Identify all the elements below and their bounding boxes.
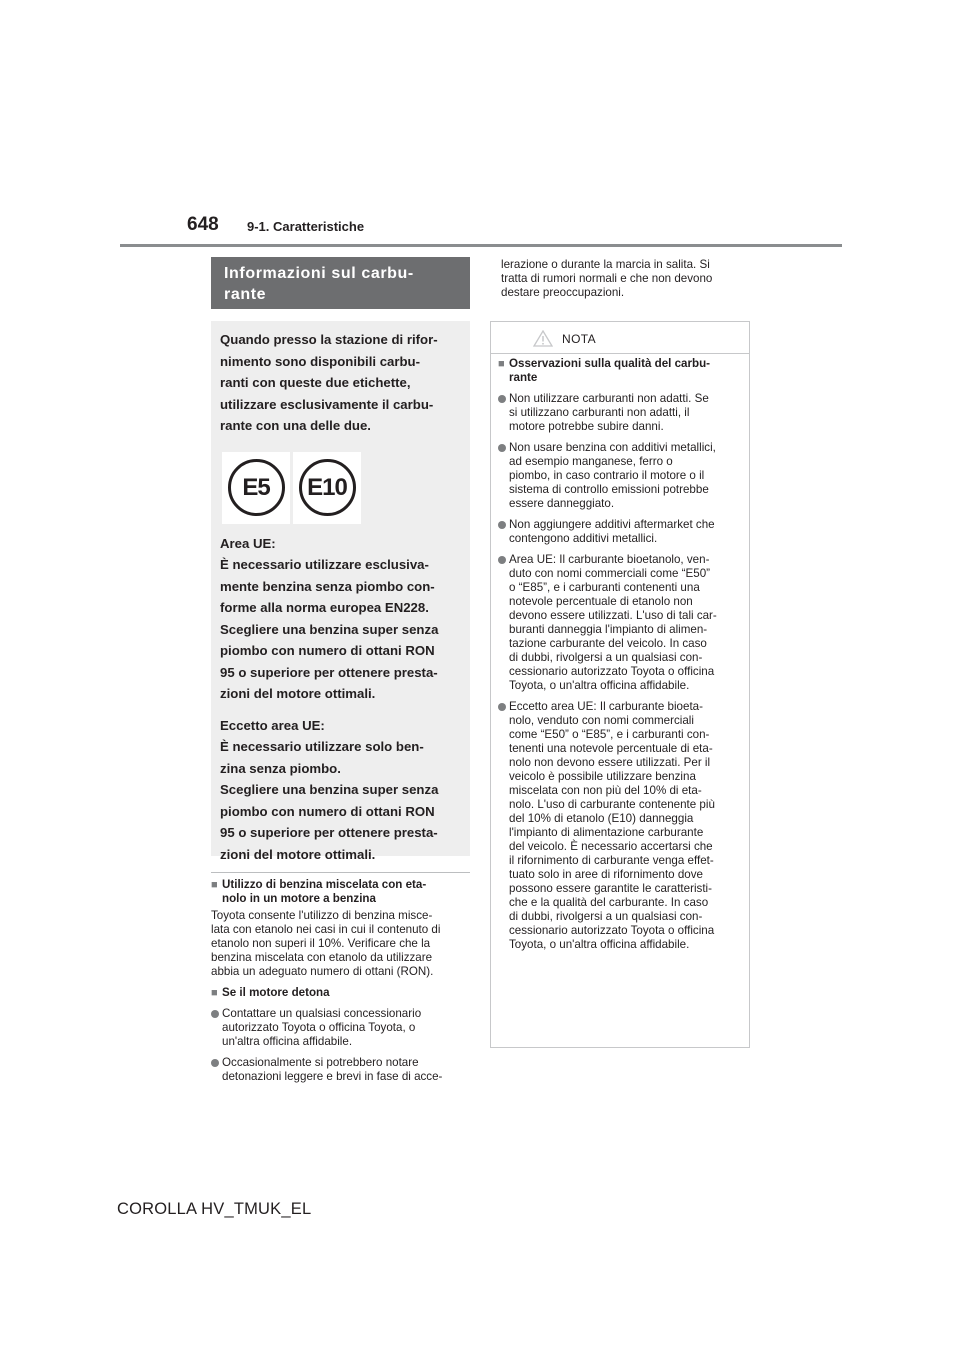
text-line: destare preoccupazioni. — [501, 286, 625, 299]
text-line: o “E85”, e i carburanti contenenti una — [509, 581, 700, 594]
header-rule — [120, 244, 842, 247]
text-line: piombo, in caso contrario il motore o il — [509, 469, 705, 482]
text-line: di dubbi, rivolgersi a un qualsiasi con- — [509, 651, 703, 664]
text-line: etanolo non superi il 10%. Verificare che la — [211, 937, 431, 950]
list-item — [211, 1056, 473, 1084]
info-line: Area UE: — [220, 535, 276, 551]
text-line: Toyota, o un'altra officina affidabile. — [509, 679, 690, 692]
info-line: 95 o superiore per ottenere presta- — [220, 825, 438, 840]
text-line: nolo, venduto con nomi commerciali — [509, 714, 694, 727]
e10-label — [293, 452, 361, 524]
subheading-knocking — [211, 986, 473, 1000]
info-line: È necessario utilizzare solo ben- — [220, 739, 424, 754]
info-line: forme alla norma europea EN228. — [220, 600, 429, 615]
text-line: veicolo è possibile utilizzare benzina — [509, 770, 696, 783]
text-line: come “E50” o “E85”, e i carburanti con- — [509, 728, 710, 741]
text-line: detonazioni leggere e brevi in fase di acce- — [222, 1070, 443, 1083]
text-line: tenenti una notevole percentuale di eta- — [509, 742, 713, 755]
info-line: zina senza piombo. — [220, 760, 341, 776]
text-line: duto con nomi commerciali come “E50” — [509, 567, 711, 580]
text-line: devono essere utilizzati. L'uso di tali car- — [509, 609, 717, 622]
subheading-line: rante — [509, 371, 538, 384]
square-bullet-icon: ■ — [211, 987, 218, 999]
subheading-line: Osservazioni sulla qualità del carbu- — [509, 357, 711, 370]
intro-block — [220, 329, 464, 437]
square-bullet-icon: ■ — [211, 879, 218, 891]
info-line: rante con una delle due. — [220, 418, 371, 433]
text-line: essere danneggiato. — [509, 497, 615, 510]
info-line: piombo con numero di ottani RON — [220, 643, 435, 658]
note-header — [491, 322, 749, 354]
note-list-item — [498, 392, 742, 434]
note-label: NOTA — [562, 332, 597, 346]
text-line: motore potrebbe subire danni. — [509, 420, 664, 433]
e5-badge-text: E5 — [228, 459, 285, 516]
text-line: cessionario autorizzato Toyota o officina — [509, 665, 715, 678]
text-line: contengono additivi metallici. — [509, 532, 658, 545]
info-line: ranti con queste due etichette, — [220, 375, 411, 390]
info-line: nimento sono disponibili carbu- — [220, 353, 421, 369]
square-bullet-icon: ■ — [498, 358, 505, 370]
text-line: che e la qualità del carburante. In caso — [509, 896, 709, 909]
text-line: autorizzato Toyota o officina Toyota, o — [222, 1021, 416, 1034]
warning-triangle-icon — [533, 330, 553, 347]
right-column-continuation — [501, 258, 751, 300]
text-line: l'impianto di alimentazione carburante — [509, 826, 704, 839]
text-line: Non usare benzina con additivi metallici, — [509, 441, 716, 454]
text-line: buranti danneggia l'impianto di alimen- — [509, 623, 708, 636]
note-body — [498, 357, 742, 952]
divider — [211, 872, 470, 873]
note-list-item — [498, 518, 742, 546]
subheading-line: Se il motore detona — [222, 986, 330, 999]
bullet-dot-icon — [498, 518, 509, 532]
info-line: Scegliere una benzina super senza — [220, 621, 439, 637]
section-heading-line: rante — [224, 286, 267, 303]
text-line: nolo non devono essere utilizzati. Per il — [509, 756, 711, 769]
text-line: si utilizzano carburanti non adatti, il — [509, 406, 690, 419]
text-line: possono essere garantite le caratteristi- — [509, 882, 712, 895]
subheading-line: nolo in un motore a benzina — [222, 892, 376, 905]
text-line: Eccetto area UE: Il carburante bioeta- — [509, 700, 703, 713]
info-line: piombo con numero di ottani RON — [220, 803, 435, 819]
list-item — [211, 1007, 473, 1049]
text-line: miscelata con non più del 10% di eta- — [509, 784, 702, 797]
text-line: un'altra officina affidabile. — [222, 1035, 353, 1048]
subheading-line: Utilizzo di benzina miscelata con eta- — [222, 878, 427, 891]
text-line: notevole percentuale di etanolo non — [509, 595, 693, 608]
info-line: zioni del motore ottimali. — [220, 846, 376, 862]
info-line: Scegliere una benzina super senza — [220, 782, 439, 797]
text-line: Non utilizzare carburanti non adatti. Se — [509, 392, 709, 405]
text-line: tazione carburante del veicolo. In caso — [509, 637, 707, 650]
bullet-dot-icon — [498, 700, 509, 714]
section-title: 9-1. Caratteristiche — [247, 219, 365, 234]
non-eu-block — [220, 715, 464, 866]
note-subheading — [498, 357, 742, 385]
subheading-ethanol — [211, 878, 473, 906]
left-column-text — [211, 878, 473, 1084]
e5-label — [222, 452, 290, 524]
bullet-dot-icon — [211, 1007, 222, 1021]
note-list-item — [498, 441, 742, 511]
bullet-dot-icon — [498, 441, 509, 455]
text-line: del 10% di etanolo (E10) danneggia — [509, 812, 694, 825]
text-line: abbia un adeguato numero di ottani (RON). — [211, 965, 434, 978]
text-line: Non aggiungere additivi aftermarket che — [509, 518, 715, 531]
text-line: tuato solo in aree di rifornimento dove — [509, 868, 703, 881]
text-line: lata con etanolo nei casi in cui il contenuto di — [211, 923, 441, 936]
footer-model-code: COROLLA HV_TMUK_EL — [117, 1200, 312, 1218]
text-line: Toyota, o un'altra officina affidabile. — [509, 938, 690, 951]
info-line: 95 o superiore per ottenere presta- — [220, 664, 438, 680]
e10-badge-text: E10 — [299, 459, 356, 516]
text-line: Area UE: Il carburante bioetanolo, ven- — [509, 553, 710, 566]
ethanol-paragraph — [211, 909, 473, 979]
page-number: 648 — [187, 214, 219, 235]
fuel-info-box — [211, 321, 470, 862]
text-line: tratta di rumori normali e che non devono — [501, 272, 713, 285]
text-line: Toyota consente l'utilizzo di benzina misce- — [211, 909, 433, 922]
info-line: Quando presso la stazione di rifor- — [220, 332, 438, 347]
bullet-dot-icon — [211, 1056, 222, 1070]
fuel-label-badges — [222, 452, 464, 524]
text-line: benzina miscelata con etanolo da utilizzare — [211, 951, 433, 964]
note-box — [490, 321, 750, 1048]
section-heading-line: Informazioni sul carbu- — [224, 265, 414, 282]
info-line: zioni del motore ottimali. — [220, 686, 376, 701]
eu-block — [220, 533, 464, 705]
text-line: nolo. L'uso di carburante contenente più — [509, 798, 715, 811]
text-line: sistema di controllo emissioni potrebbe — [509, 483, 709, 496]
text-line: del veicolo. È necessario accertarsi che — [509, 840, 713, 853]
text-line: cessionario autorizzato Toyota o officina — [509, 924, 715, 937]
text-line: ad esempio manganese, ferro o — [509, 455, 673, 468]
text-line: il rifornimento di carburante venga effet- — [509, 854, 714, 867]
info-line: È necessario utilizzare esclusiva- — [220, 557, 429, 572]
bullet-dot-icon — [498, 553, 509, 567]
section-heading-box — [211, 257, 470, 309]
text-line: Occasionalmente si potrebbero notare — [222, 1056, 419, 1069]
text-line: Contattare un qualsiasi concessionario — [222, 1007, 422, 1020]
text-line: di dubbi, rivolgersi a un qualsiasi con- — [509, 910, 703, 923]
bullet-dot-icon — [498, 392, 509, 406]
note-list-item — [498, 700, 742, 952]
note-list-item — [498, 553, 742, 693]
info-line: Eccetto area UE: — [220, 717, 325, 733]
info-line: utilizzare esclusivamente il carbu- — [220, 396, 434, 412]
text-line: lerazione o durante la marcia in salita. Si — [501, 258, 710, 271]
info-line: mente benzina senza piombo con- — [220, 578, 435, 594]
